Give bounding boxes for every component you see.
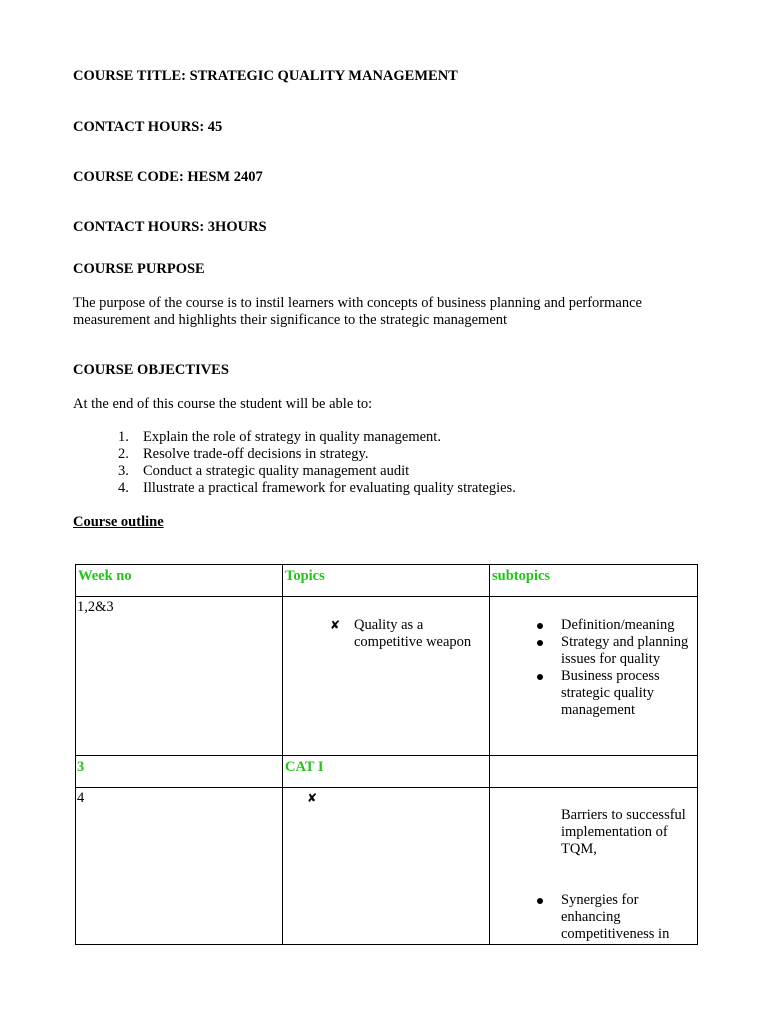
objectives-intro: At the end of this course the student will be able to:	[73, 396, 373, 412]
row-subtopics	[561, 892, 693, 943]
objective-item	[118, 446, 516, 463]
objective-number: 1.	[118, 429, 129, 445]
subtopic-item	[561, 892, 693, 943]
bullet-icon	[537, 640, 543, 646]
objective-text: Conduct a strategic quality management audit	[143, 463, 410, 479]
objective-item	[118, 463, 516, 480]
subtopic-text: Business process strategic quality management	[561, 668, 660, 718]
objectives-list	[118, 429, 516, 497]
course-title: COURSE TITLE: STRATEGIC QUALITY MANAGEMENT	[73, 68, 458, 84]
course-outline-title: Course outline	[73, 514, 164, 530]
contact-hours-per-week: CONTACT HOURS: 3HOURS	[73, 219, 267, 235]
row-topic-line: Quality as a	[354, 617, 424, 633]
purpose-text-line-1: The purpose of the course is to instil learners with concepts of business planning and performance	[73, 295, 642, 311]
column-header-week: Week no	[78, 568, 132, 584]
row-subtopics	[561, 617, 693, 719]
row-topic-line: competitive weapon	[354, 634, 472, 650]
table-border	[75, 564, 76, 945]
subtopic-item	[561, 634, 693, 668]
row-week: 3	[77, 759, 85, 775]
x-mark-icon: ✘	[330, 618, 341, 632]
bullet-icon	[537, 898, 543, 904]
table-border	[75, 787, 698, 788]
table-border	[75, 755, 698, 756]
table-border	[697, 564, 698, 945]
row-week: 4	[77, 790, 85, 806]
objective-number: 4.	[118, 480, 129, 496]
objective-number: 2.	[118, 446, 129, 462]
course-outline-table	[75, 564, 698, 945]
objective-number: 3.	[118, 463, 129, 479]
objective-item	[118, 480, 516, 497]
table-border	[489, 564, 490, 945]
table-border	[75, 944, 698, 945]
objective-item	[118, 429, 516, 446]
table-border	[75, 596, 698, 597]
subtopic-item	[561, 668, 693, 719]
objective-text: Resolve trade-off decisions in strategy.	[143, 446, 369, 462]
column-header-topics: Topics	[285, 568, 325, 584]
row-topic	[354, 617, 471, 651]
subtopic-text: Strategy and planning issues for quality	[561, 634, 689, 667]
x-mark-icon: ✘	[307, 791, 318, 805]
course-code: COURSE CODE: HESM 2407	[73, 169, 263, 185]
subtopic-item	[561, 617, 693, 634]
subtopic-plain: Barriers to successful implementation of TQM,	[561, 807, 686, 857]
objective-text: Illustrate a practical framework for evaluating quality strategies.	[143, 480, 516, 496]
row-topic: CAT I	[285, 759, 324, 775]
purpose-text-line-2: measurement and highlights their significance to the strategic management	[73, 312, 508, 328]
table-border	[75, 564, 698, 565]
objective-text: Explain the role of strategy in quality management.	[143, 429, 441, 445]
purpose-heading: COURSE PURPOSE	[73, 261, 205, 277]
column-header-subtopics: subtopics	[492, 568, 551, 584]
bullet-icon	[537, 674, 543, 680]
subtopic-text: Synergies for enhancing competitiveness in	[561, 892, 670, 942]
row-week: 1,2&3	[77, 599, 114, 615]
objectives-heading: COURSE OBJECTIVES	[73, 362, 229, 378]
purpose-text	[73, 295, 713, 329]
table-border	[282, 564, 283, 945]
bullet-icon	[537, 623, 543, 629]
contact-hours: CONTACT HOURS: 45	[73, 119, 223, 135]
subtopic-text: Definition/meaning	[561, 617, 675, 633]
